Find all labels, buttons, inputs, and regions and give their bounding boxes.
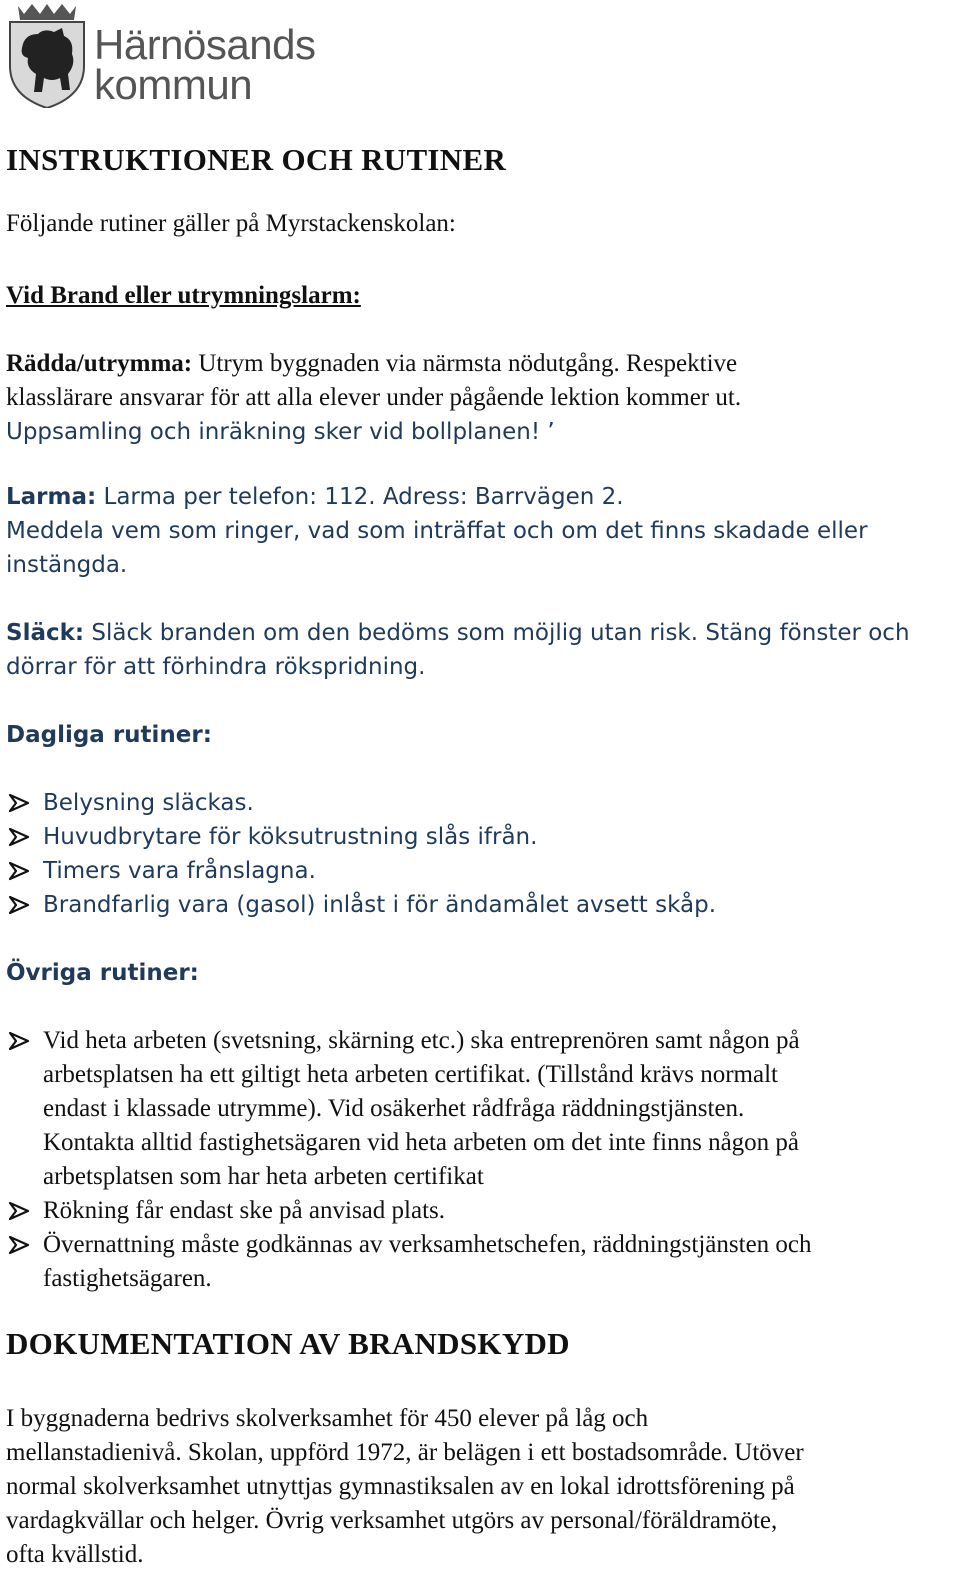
radda-line1	[6, 347, 737, 381]
other-item1-line: arbetsplatsen ha ett giltigt heta arbeten certifikat. (Tillstånd krävs normalt	[43, 1061, 778, 1088]
list-item	[6, 820, 716, 854]
other-item1-line: arbetsplatsen som har heta arbeten certifikat	[43, 1163, 484, 1190]
slack-label: Släck:	[6, 620, 85, 646]
larma-line2: Meddela vem som ringer, vad som inträffat och om det finns skadade eller	[6, 518, 868, 544]
larma-line1	[6, 480, 624, 514]
other-item3-line: Övernattning måste godkännas av verksamhetschefen, räddningstjänsten och	[43, 1231, 812, 1258]
harnosand-logo	[4, 4, 334, 108]
arrow-bullet-icon	[6, 1194, 34, 1228]
doc-line: mellanstadienivå. Skolan, uppförd 1972, är belägen i ett bostadsområde. Utöver	[6, 1439, 804, 1466]
daily-item: Belysning släckas.	[43, 790, 254, 816]
other-item3-line: fastighetsägaren.	[43, 1265, 212, 1292]
daily-item: Brandfarlig vara (gasol) inlåst i för ändamålet avsett skåp.	[43, 892, 717, 918]
other-heading: Övriga rutiner:	[6, 960, 199, 986]
brand-name-line1: Härnösands	[94, 21, 316, 68]
radda-line2: klasslärare ansvarar för att alla elever under pågående lektion kommer ut.	[6, 384, 742, 411]
list-item	[6, 1194, 812, 1228]
radda-text1: Utrym byggnaden via närmsta nödutgång. Respektive	[198, 350, 738, 377]
larma-text1: Larma per telefon: 112. Adress: Barrvägen 2.	[103, 484, 624, 510]
radda-line3: Uppsamling och inräkning sker vid bollplanen! ’	[6, 419, 555, 445]
daily-list	[6, 786, 716, 922]
daily-heading: Dagliga rutiner:	[6, 722, 212, 748]
arrow-bullet-icon	[6, 1024, 34, 1058]
slack-line2: dörrar för att förhindra rökspridning.	[6, 654, 426, 680]
intro-text: Följande rutiner gäller på Myrstackenskolan:	[6, 210, 456, 237]
doc-heading: DOKUMENTATION AV BRANDSKYDD	[6, 1326, 570, 1361]
list-item	[6, 1024, 812, 1194]
doc-line: I byggnaderna bedrivs skolverksamhet för 450 elever på låg och	[6, 1405, 649, 1432]
other-list	[6, 1024, 812, 1296]
doc-line: normal skolverksamhet utnyttjas gymnastiksalen av en lokal idrottsförening på	[6, 1473, 795, 1500]
doc-line: ofta kvällstid.	[6, 1541, 144, 1568]
page-title: INSTRUKTIONER OCH RUTINER	[6, 142, 507, 177]
list-item	[6, 854, 716, 888]
daily-item: Timers vara frånslagna.	[43, 858, 316, 884]
other-item1-line: Kontakta alltid fastighetsägaren vid heta arbeten om det inte finns någon på	[43, 1129, 800, 1156]
other-item2: Rökning får endast ske på anvisad plats.	[43, 1197, 445, 1224]
slack-line1	[6, 616, 910, 650]
list-item	[6, 1228, 812, 1296]
arrow-bullet-icon	[6, 888, 34, 922]
list-item	[6, 786, 716, 820]
arrow-bullet-icon	[6, 786, 34, 820]
other-item1-line: endast i klassade utrymme). Vid osäkerhet rådfråga räddningstjänsten.	[43, 1095, 745, 1122]
daily-item: Huvudbrytare för köksutrustning slås ifrån.	[43, 824, 538, 850]
arrow-bullet-icon	[6, 854, 34, 888]
brand-name-line2: kommun	[94, 61, 253, 108]
arrow-bullet-icon	[6, 820, 34, 854]
larma-label: Larma:	[6, 484, 97, 510]
doc-line: vardagkvällar och helger. Övrig verksamhet utgörs av personal/föräldramöte,	[6, 1507, 778, 1534]
fire-heading: Vid Brand eller utrymningslarm:	[6, 282, 361, 309]
slack-text1: Släck branden om den bedöms som möjlig utan risk. Stäng fönster och	[91, 620, 910, 646]
list-item	[6, 888, 716, 922]
larma-line3: instängda.	[6, 552, 128, 578]
coat-of-arms-icon	[4, 4, 90, 108]
radda-label: Rädda/utrymma:	[6, 350, 193, 377]
arrow-bullet-icon	[6, 1228, 34, 1262]
other-item1-line: Vid heta arbeten (svetsning, skärning etc.) ska entreprenören samt någon på	[43, 1027, 800, 1054]
